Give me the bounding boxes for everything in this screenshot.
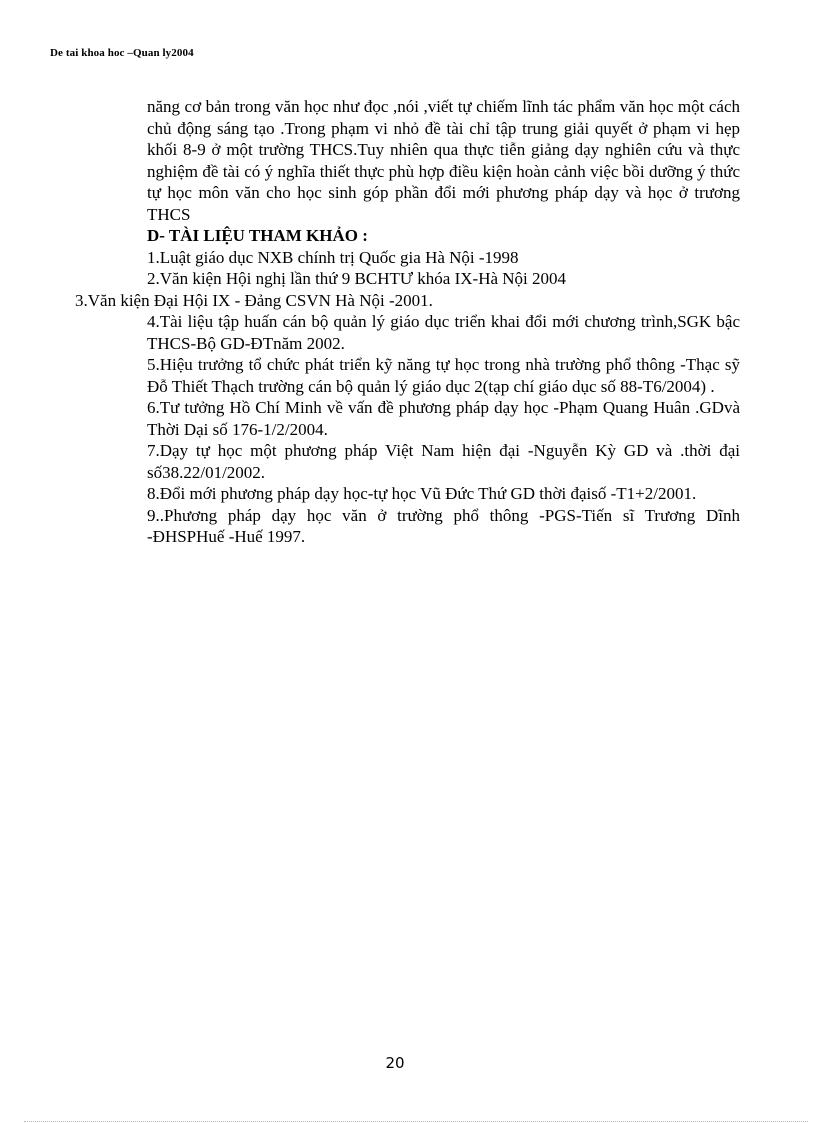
reference-item: 9..Phương pháp dạy học văn ở trường phổ thông -PGS-Tiến sĩ Trương Dĩnh -ĐHSPHuế -Huế 1997.: [147, 505, 740, 546]
references-list: [75, 247, 740, 548]
reference-item: 4.Tài liệu tập huấn cán bộ quản lý giáo dục triển khai đổi mới chương trình,SGK bậc THCS-Bộ GD-ĐTnăm 2002.: [147, 312, 740, 353]
reference-item: 5.Hiệu trưởng tổ chức phát triển kỹ năng tự học trong nhà trường phổ thông -Thạc sỹ Đỗ Thiết Thạch trường cán bộ quản lý giáo dục 2(tạp chí giáo dục số 88-T6/2004) .: [147, 355, 740, 396]
page-body: [75, 96, 740, 548]
intro-paragraph: năng cơ bản trong văn học như đọc ,nói ,viết tự chiếm lĩnh tác phẩm văn học một cách chủ động sáng tạo .Trong phạm vi nhỏ đề tài chỉ tập trung giải quyết ở phạm vi hẹp khối 8-9 ở một trường THCS.Tuy nhiên qua thực tiễn giảng dạy nghiên cứu và thực nghiệm đề tài có ý nghĩa thiết thực phù hợp điều kiện hoàn cảnh việc bồi dưỡng ý thức tự học môn văn cho học sinh góp phần đổi mới phương pháp dạy và học ở trương THCS: [147, 97, 740, 224]
reference-item: 7.Dạy tự học một phương pháp Việt Nam hiện đại -Nguyễn Kỳ GD và .thời đại số38.22/01/2002.: [147, 441, 740, 482]
reference-item: 2.Văn kiện Hội nghị lần thứ 9 BCHTƯ khóa IX-Hà Nội 2004: [147, 269, 567, 288]
page-bottom-divider: [24, 1121, 808, 1122]
page-number: 20: [385, 1054, 405, 1072]
reference-item: 8.Đổi mới phương pháp dạy học-tự học Vũ Đức Thứ GD thời đạisố -T1+2/2001.: [147, 484, 697, 503]
references-title: D- TÀI LIỆU THAM KHẢO :: [147, 226, 368, 245]
page-header: De tai khoa hoc –Quan ly2004: [50, 47, 194, 59]
reference-item: 1.Luật giáo dục NXB chính trị Quốc gia Hà Nội -1998: [147, 247, 519, 267]
reference-item: 3.Văn kiện Đại Hội IX - Đảng CSVN Hà Nội -2001.: [75, 290, 433, 310]
reference-item: 6.Tư tưởng Hồ Chí Minh về vấn đề phương pháp dạy học -Phạm Quang Huân .GDvà Thời Dại số 176-1/2/2004.: [147, 398, 740, 439]
